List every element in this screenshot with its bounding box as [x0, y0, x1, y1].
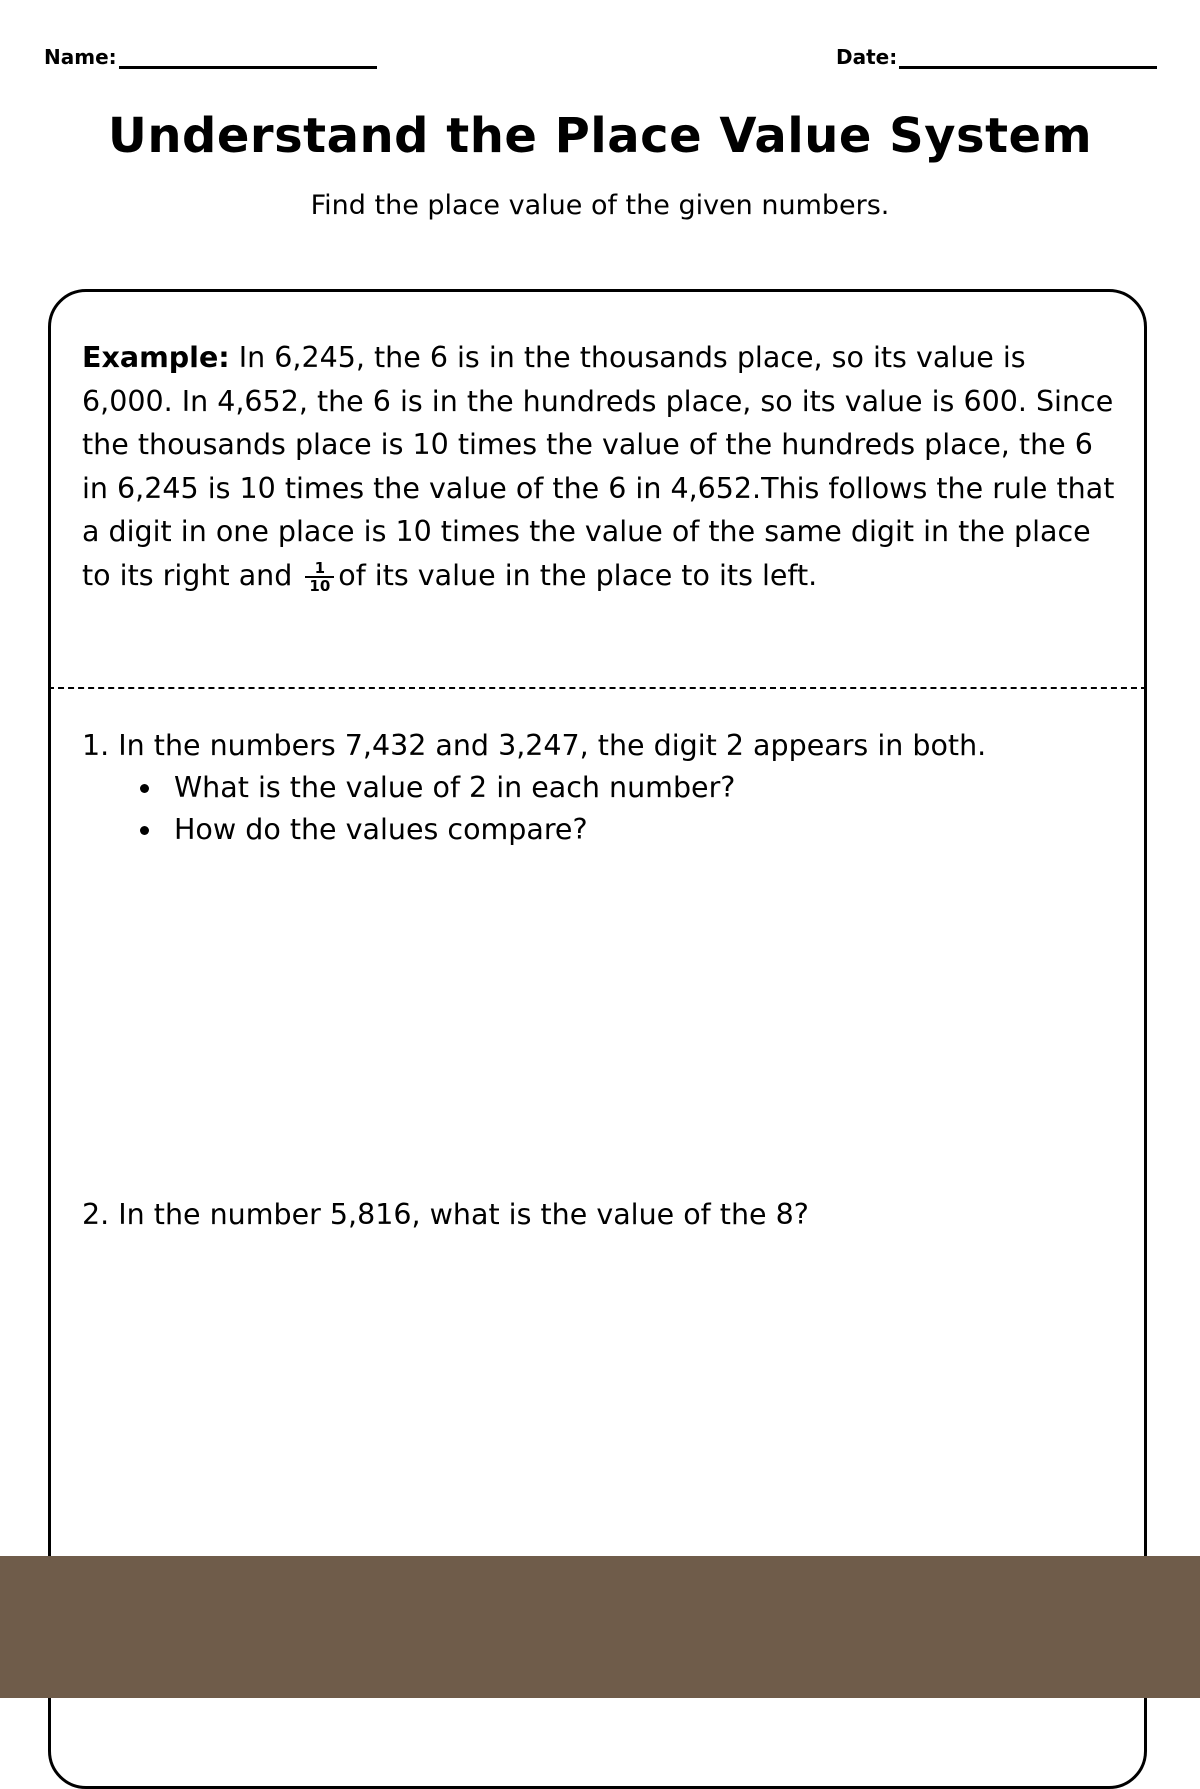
example-text-part2: of its value in the place to its left. [338, 558, 818, 592]
name-blank-line[interactable] [119, 44, 377, 69]
question-1-bullet-1: What is the value of 2 in each number? [174, 767, 986, 809]
bottom-band [0, 1556, 1200, 1698]
page-title: Understand the Place Value System [107, 108, 1093, 164]
question-2-text: 2. In the number 5,816, what is the value of the 8? [82, 1198, 809, 1231]
name-field[interactable] [44, 44, 377, 69]
question-1 [82, 725, 986, 851]
question-1-text: 1. In the numbers 7,432 and 3,247, the digit 2 appears in both. [82, 729, 987, 762]
fraction-denominator: 10 [309, 576, 331, 595]
date-blank-line[interactable] [899, 44, 1157, 69]
fraction-one-tenth [305, 560, 334, 594]
question-2 [82, 1194, 809, 1236]
example-text-part1: In 6,245, the 6 is in the thousands place, so its value is 6,000. In 4,652, the 6 is in the hundreds place, so its value is 600. Since the thousands place is 10 times the value of the hundreds place, the 6 in 6,245 is 10 times the value of the 6 in 4,652.This follows the rule that a digit in one place is 10 times the value of the same digit in the place to its right and [82, 341, 1115, 592]
date-label: Date: [836, 45, 898, 69]
example-paragraph [82, 336, 1122, 598]
question-1-bullet-2: How do the values compare? [174, 809, 986, 851]
name-label: Name: [44, 45, 117, 69]
date-field[interactable] [836, 44, 1157, 69]
fraction-numerator: 1 [305, 560, 334, 578]
example-lead: Example: [82, 341, 230, 374]
dashed-divider [48, 687, 1147, 689]
question-1-bullets [82, 767, 986, 851]
page-subtitle: Find the place value of the given numbers. [310, 190, 890, 221]
